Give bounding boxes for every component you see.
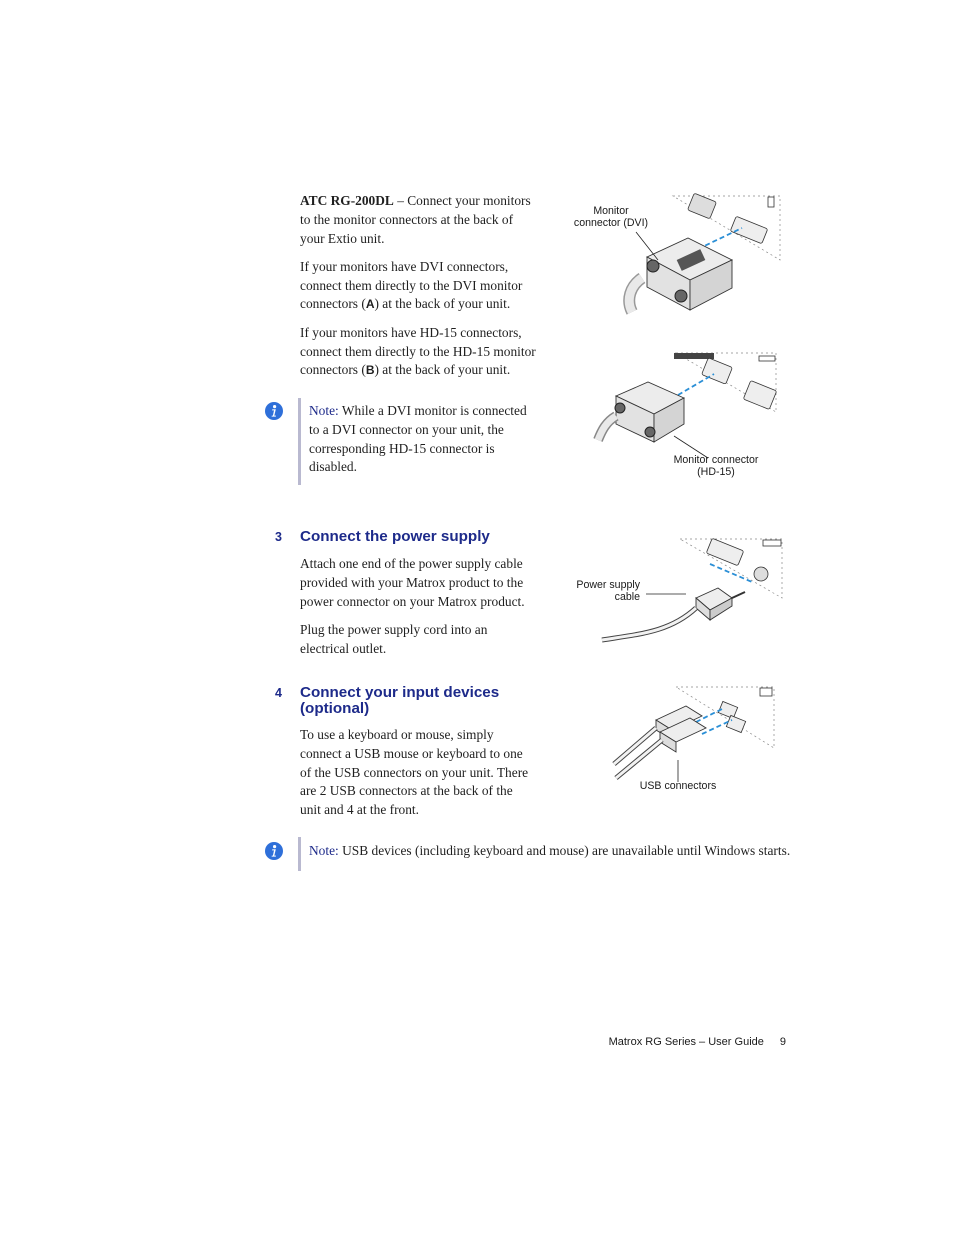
note-label: Note: bbox=[309, 403, 339, 418]
power-section-text bbox=[300, 555, 536, 668]
hd15-paragraph bbox=[300, 324, 536, 380]
section-heading: Connect the power supply bbox=[300, 528, 490, 545]
note-text: While a DVI monitor is connected to a DVI connector on your unit, the corresponding HD-15 connector is disabled. bbox=[309, 403, 527, 475]
hd15-connector-illustration bbox=[596, 350, 781, 458]
info-icon bbox=[265, 402, 283, 420]
callout-line: Monitor bbox=[593, 205, 629, 217]
note-bar bbox=[298, 398, 301, 485]
callout-line: Monitor connector bbox=[673, 454, 759, 466]
dvi-text-a: If your monitors have DVI connectors, connect them directly to the DVI monitor connectors ( bbox=[300, 258, 523, 312]
callout-line: USB connectors bbox=[639, 780, 717, 792]
step-number: 3 bbox=[275, 530, 282, 544]
hd-text-b: ) at the back of your unit. bbox=[374, 362, 511, 378]
callout-line: (HD-15) bbox=[697, 465, 735, 478]
usb-connectors-illustration bbox=[612, 684, 778, 784]
note-label: Note: bbox=[309, 843, 339, 858]
dvi-text-b: ) at the back of your unit. bbox=[374, 296, 511, 312]
footer bbox=[560, 1036, 786, 1048]
power-paragraph-1: Attach one end of the power supply cable provided with your Matrox product to the power connector on your Matrox product. bbox=[300, 556, 525, 609]
dvi-connector-illustration bbox=[560, 192, 785, 317]
page-number: 9 bbox=[779, 1036, 786, 1048]
dvi-paragraph bbox=[300, 258, 536, 314]
note-dvi bbox=[309, 402, 531, 477]
input-paragraph: To use a keyboard or mouse, simply connect a USB mouse or keyboard to one of the USB connectors on your unit. There are 2 USB connectors at the back of the unit and 4 at the front. bbox=[300, 727, 529, 818]
callout-line: connector (DVI) bbox=[573, 216, 649, 229]
callout-line: Power supply bbox=[576, 579, 640, 591]
note-text: USB devices (including keyboard and mouse) are unavailable until Windows starts. bbox=[338, 843, 791, 858]
intro-lead-text: – Connect your monitors to the monitor connectors at the back of your Extio unit. bbox=[300, 193, 531, 246]
input-section-text bbox=[300, 726, 536, 829]
callout-line: cable bbox=[614, 590, 640, 603]
callout-hd15 bbox=[664, 455, 768, 478]
dvi-key: A bbox=[365, 297, 375, 312]
intro-paragraph bbox=[300, 192, 536, 248]
step-number: 4 bbox=[275, 686, 282, 700]
callout-usb bbox=[632, 781, 724, 793]
note-usb bbox=[309, 842, 799, 861]
info-icon bbox=[265, 842, 283, 860]
hd-key: B bbox=[365, 363, 375, 378]
intro-block bbox=[300, 192, 536, 390]
note-bar bbox=[298, 837, 301, 871]
section-heading: Connect your input devices (optional) bbox=[300, 684, 500, 717]
model-name: ATC RG-200DL bbox=[300, 193, 394, 208]
callout-power bbox=[570, 580, 640, 603]
power-paragraph-2: Plug the power supply cord into an electrical outlet. bbox=[300, 621, 488, 656]
hd-text-a: If your monitors have HD-15 connectors, connect them directly to the HD-15 monitor connectors ( bbox=[300, 324, 536, 378]
footer-title: Matrox RG Series – User Guide bbox=[608, 1036, 764, 1048]
